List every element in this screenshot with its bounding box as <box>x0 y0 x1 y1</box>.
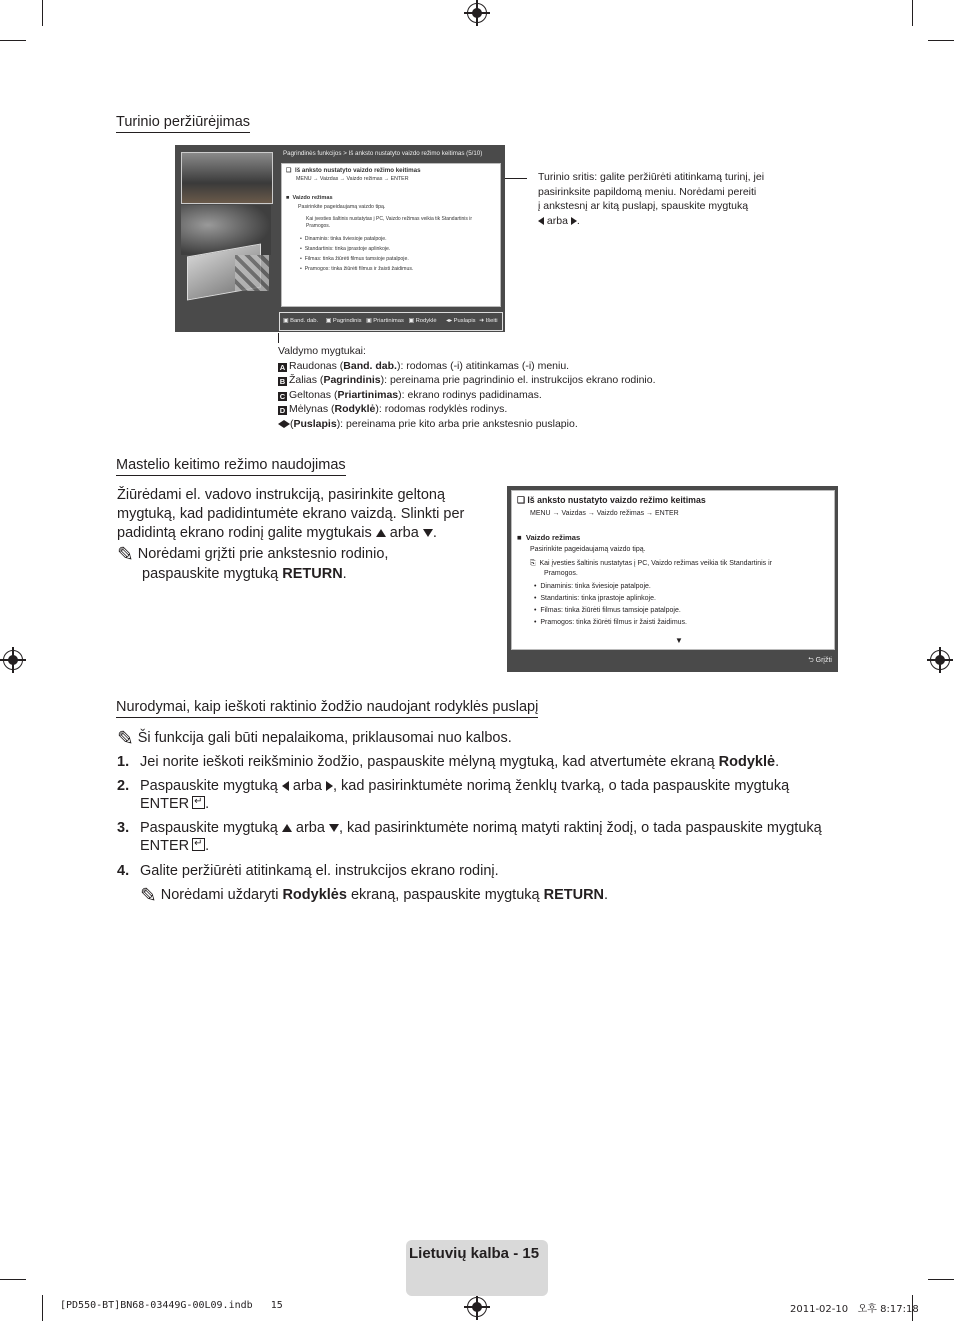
registration-mark-icon <box>930 650 950 670</box>
controls-pointer-line <box>278 333 279 343</box>
tv-note: Kai įvesties šaltinis nustatytas į PC, Vaizdo režimas veikia tik Standartinis ir Pramogos. <box>306 216 473 229</box>
controls-legend: Valdymo mygtukai: A Raudonas (Band. dab.): rodomas (-i) atitinkamas (-i) meniu. B Žalias (Pagrindinis): pereinama prie pagrindinio el. instrukcijos ekrano rodinio. C Geltonas (Priartinimas): ekrano rodinys padidinamas. D Mėlynas (Rodyklė): rodomas rodyklės rodinys. (Puslapis): pereinama prie kito arba prie ankstesnio puslapio. <box>278 345 656 430</box>
green-b-key-icon: B <box>279 377 286 387</box>
tv-menu-path: MENU → Vaizdas → Vaizdo režimas → ENTER <box>296 176 409 182</box>
page-number-label: Lietuvių kalba - 15 <box>409 1245 540 1262</box>
zoom-instructions: Žiūrėdami el. vadovo instrukciją, pasirinkite geltoną mygtuką, kad padidintumėte ekrano vaizdą. Slinkti per padidintą ekrano rodinį galite mygtukais arba . ✎ Norėdami grįžti prie ankstesnio rodinio, paspauskite mygtuką RETURN. <box>117 487 465 582</box>
tv-content-area <box>281 163 501 307</box>
tv-subtext: Pasirinkite pageidaujamą vaizdo tipą. <box>298 204 386 210</box>
print-timestamp: 2011-02-10 오후 8:17:18 <box>790 1304 919 1315</box>
section-title: Mastelio keitimo režimo naudojimas <box>116 457 346 476</box>
tv-heading: ❑ Iš anksto nustatyto vaizdo režimo keitimas <box>286 167 421 174</box>
down-arrow-icon <box>423 529 433 537</box>
right-arrow-icon <box>571 217 577 225</box>
left-arrow-icon <box>538 217 544 225</box>
page-number-tab <box>406 1240 548 1296</box>
crop-mark <box>42 1295 43 1321</box>
print-file-info: [PD550-BT]BN68-03449G-00L09.indb 15 <box>60 1300 283 1311</box>
language-note: ✎ Ši funkcija gali būti nepalaikoma, priklausomai nuo kalbos. <box>117 728 512 750</box>
zoomed-bullets: • Dinaminis: tinka šviesioje patalpoje. • Standartinis: tinka įprastoje aplinkoje. • Filmas: tinka žiūrėti filmus tamsioje patalpoje. • Pramogos: tinka žiūrėti filmus ir žaisti žaidimus. <box>534 583 687 626</box>
zoomed-menu-path: MENU → Vaizdas → Vaizdo režimas → ENTER <box>530 510 679 517</box>
blue-d-key-icon: D <box>279 406 286 416</box>
enter-icon <box>192 838 205 851</box>
zoomed-heading: ❑ Iš anksto nustatyto vaizdo režimo keitimas <box>517 495 706 505</box>
registration-mark-icon <box>467 1297 487 1317</box>
right-arrow-icon <box>326 781 333 791</box>
tv-breadcrumb: Pagrindinės funkcijos > Iš anksto nustatyto vaizdo režimo keitimas (5/10) <box>283 150 483 157</box>
step-1: 1. Jei norite ieškoti reikšminio žodžio, paspauskite mėlyną mygtuką, kad atvertumėte ekraną Rodyklė. <box>117 754 780 770</box>
yellow-c-key-icon: C <box>279 391 286 401</box>
up-arrow-icon <box>282 824 292 832</box>
red-a-key-icon: A <box>279 362 286 372</box>
note-pencil-icon: ✎ <box>140 885 157 907</box>
zoomed-note: ⎘ Kai įvesties šaltinis nustatytas į PC, Vaizdo režimas veikia tik Standartinis ir Pramogos. <box>530 560 773 577</box>
back-button[interactable]: ⮌ Grįžti <box>808 657 832 664</box>
crop-mark <box>0 40 26 41</box>
crop-mark <box>912 0 913 26</box>
zoomed-subheading: ■ Vaizdo režimas <box>517 533 581 542</box>
crop-mark <box>0 1279 26 1280</box>
tv-bullets: • Dinaminis: tinka šviesioje patalpoje. • Standartinis: tinka įprastoje aplinkoje. • Filmas: tinka žiūrėti filmus tamsioje patalpoje. • Pramogos: tinka žiūrėti filmus ir žaisti žaidimus. <box>300 236 414 272</box>
registration-mark-icon <box>467 3 487 23</box>
callout-line <box>505 178 527 179</box>
zoomed-subtext: Pasirinkite pageidaujamą vaizdo tipą. <box>530 546 646 553</box>
zoomed-tv-screenshot <box>507 486 838 672</box>
section-title: Nurodymai, kaip ieškoti raktinio žodžio naudojant rodyklės puslapį <box>116 699 538 718</box>
tv-subheading: ■ Vaizdo režimas <box>286 195 333 201</box>
left-arrow-icon <box>282 781 289 791</box>
enter-icon <box>192 796 205 809</box>
zoomed-content-area <box>511 490 835 650</box>
step-4: 4. Galite peržiūrėti atitinkamą el. instrukcijos ekrano rodinį. ✎ Norėdami uždaryti Rodyklės ekraną, paspauskite mygtuką RETURN. <box>117 863 609 907</box>
section-title: Turinio peržiūrėjimas <box>116 114 250 133</box>
up-arrow-icon <box>376 529 386 537</box>
house-thumbnail <box>181 152 273 204</box>
icons-cluster-image <box>235 255 269 291</box>
content-area-callout: Turinio sritis: galite peržiūrėti atitinkamą turinį, jei pasirinksite papildomą meniu. Norėdami pereiti į ankstesnį ar kitą puslapį, spauskite mygtuką arba . <box>538 171 765 227</box>
step-3: 3. Paspauskite mygtuką arba , kad pasirinktumėte norimą matyti raktinį žodį, o tada paspauskite mygtuką ENTER↵ . <box>117 819 847 855</box>
step-2: 2. Paspauskite mygtuką arba , kad pasirinktumėte norimą ženklų tvarką, o tada paspauskite mygtuką ENTER↵ . <box>117 777 847 813</box>
tv-footer-bar: ▣ Band. dab. ▣ Pagrindinis ▣ Priartinimas ▣ Rodyklė ◂▸ Puslapis ➜ Išeiti <box>279 312 503 331</box>
down-arrow-icon <box>329 824 339 832</box>
crop-mark <box>928 1279 954 1280</box>
tv-screenshot <box>175 145 505 332</box>
note-pencil-icon: ✎ <box>117 728 134 750</box>
scroll-down-icon[interactable]: ▼ <box>675 636 683 645</box>
crop-mark <box>42 0 43 26</box>
note-pencil-icon: ✎ <box>117 544 134 566</box>
crop-mark <box>928 40 954 41</box>
registration-mark-icon <box>3 650 23 670</box>
